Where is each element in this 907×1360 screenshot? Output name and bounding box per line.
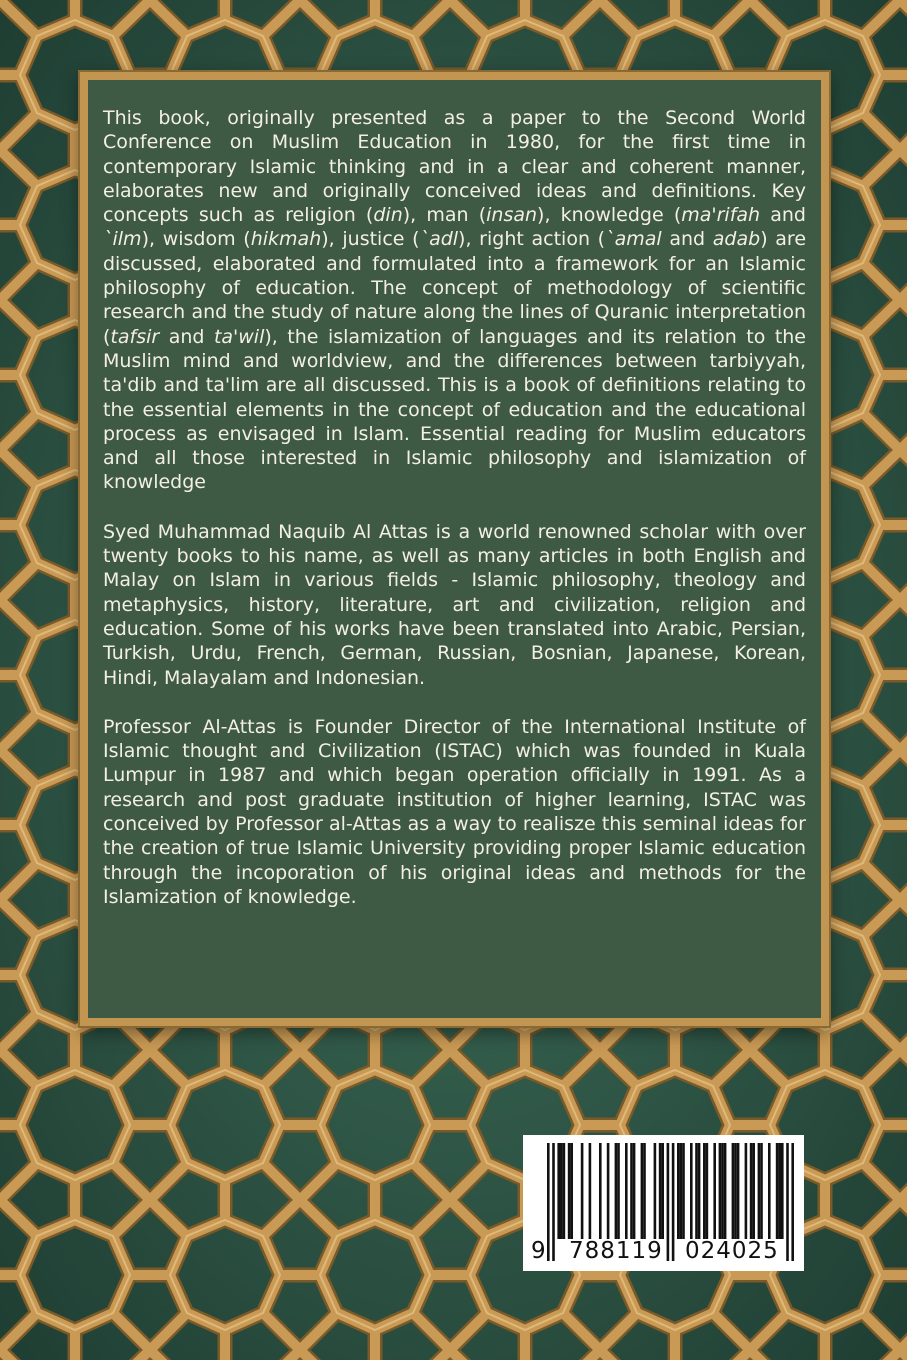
barcode-bar: [713, 1143, 716, 1239]
barcode-bar: [791, 1143, 794, 1261]
barcode-first-digit: 9: [531, 1238, 547, 1264]
description-segment: ), right action (: [458, 228, 606, 251]
barcode-bar: [690, 1143, 693, 1239]
barcode-bar: [625, 1143, 628, 1239]
barcode-bar: [706, 1143, 709, 1239]
barcode-right-digits: 024025: [685, 1238, 779, 1264]
book-description-paragraph: [103, 106, 806, 495]
barcode-bar: [599, 1143, 602, 1239]
italic-term: insan: [486, 204, 538, 227]
barcode-bar: [752, 1143, 755, 1239]
barcode-bar: [760, 1143, 763, 1239]
blurb-text: [103, 106, 806, 934]
description-segment: ) are discussed, elaborated and formulated into a framework for an Islamic philosophy of education. The concept of methodology of scientific research and the study of nature along the lines of Quranic interpretation (: [103, 228, 807, 348]
barcode-bar: [557, 1143, 560, 1239]
barcode-bar: [677, 1143, 680, 1239]
barcode-bar: [672, 1143, 675, 1261]
barcode-bar: [781, 1143, 784, 1239]
barcode-bar: [719, 1143, 722, 1239]
barcode-bar: [732, 1143, 735, 1239]
italic-term: ma'rifah: [681, 204, 761, 227]
barcode-bar: [698, 1143, 701, 1239]
barcode-bar: [659, 1143, 662, 1239]
barcode-bar: [703, 1143, 706, 1239]
description-segment: ), wisdom (: [141, 228, 251, 251]
barcode-bar: [615, 1143, 618, 1239]
barcode-bar: [768, 1143, 771, 1239]
description-segment: and: [159, 325, 214, 348]
barcode-bar: [654, 1143, 657, 1239]
italic-term: din: [373, 204, 403, 227]
barcode-bar: [643, 1143, 646, 1239]
barcode-bar: [568, 1143, 571, 1239]
barcode-bar: [737, 1143, 740, 1239]
barcode-bar: [552, 1143, 555, 1261]
italic-term: adab: [712, 228, 761, 251]
italic-term: ta'wil: [213, 325, 265, 348]
barcode-bar: [633, 1143, 636, 1239]
barcode-bar: [758, 1143, 761, 1239]
barcode-bar: [734, 1143, 737, 1239]
barcode-bar: [617, 1143, 620, 1239]
barcode-bar: [680, 1143, 683, 1239]
barcode-bar: [667, 1143, 670, 1261]
barcode-bar: [547, 1143, 550, 1261]
barcode-left-digits: 788119: [569, 1238, 663, 1264]
italic-term: `ilm: [103, 228, 142, 251]
italic-term: hikmah: [250, 228, 322, 251]
barcode-bar: [630, 1143, 633, 1239]
author-bio-paragraph: Syed Muhammad Naquib Al Attas is a world renowned scholar with over twenty books to his name, as well as many articles in both English and Malay on Islam in various fields - Islamic philosophy, theology and metaphysics, history, literature, art and civilization, religion and education. Some of his works have been translated into Arabic, Persian, Turkish, Urdu, French, German, Russian, Bosnian, Japanese, Korean, Hindi, Malayalam and Indonesian.: [103, 520, 806, 689]
barcode-bar: [745, 1143, 748, 1239]
barcode-bar: [570, 1143, 573, 1239]
isbn-barcode: [523, 1135, 804, 1271]
italic-term: tafsir: [110, 325, 160, 348]
description-segment: and: [661, 228, 713, 251]
barcode-bar: [661, 1143, 664, 1239]
barcode-bar: [581, 1143, 584, 1239]
barcode-bar: [641, 1143, 644, 1239]
barcode-bar: [778, 1143, 781, 1239]
italic-term: `amal: [605, 228, 662, 251]
blurb-panel: [80, 72, 829, 1026]
description-segment: ), the islamization of languages and its relation to the Muslim mind and worldview, and the differences between tarbiyyah, ta'dib and ta'lim are all discussed. This is a book of definitions relating to the essential elements in the concept of education and the educational process as envisaged in Islam. Essential reading for Muslim educators and all those interested in Islamic philosophy and islamization of knowledge: [103, 325, 806, 494]
description-segment: ), knowledge (: [537, 204, 682, 227]
description-segment: This book, originally presented as a paper to the Second World Conference on Muslim Education in 1980, for the first time in contemporary Islamic thinking and in a clear and coherent manner, elaborates new and originally conceived ideas and definitions. Key concepts such as religion (: [103, 107, 806, 227]
italic-term: `adl: [419, 228, 459, 251]
barcode-bar: [563, 1143, 566, 1239]
barcode-bar: [750, 1143, 753, 1239]
barcode-bar: [776, 1143, 779, 1239]
barcode-bar: [589, 1143, 592, 1239]
barcode-bar: [560, 1143, 563, 1239]
barcode-bar: [721, 1143, 724, 1239]
description-segment: and: [760, 204, 806, 227]
description-segment: ), man (: [402, 204, 487, 227]
barcode-bar: [607, 1143, 610, 1239]
description-segment: ), justice (: [321, 228, 420, 251]
barcode-bar: [724, 1143, 727, 1239]
barcode-bar: [786, 1143, 789, 1261]
barcode-bar: [695, 1143, 698, 1239]
istac-paragraph: Professor Al-Attas is Founder Director of the International Institute of Islamic thought and Civilization (ISTAC) which was founded in Kuala Lumpur in 1987 and which began operation officially in 1991. As a research and post graduate institution of higher learning, ISTAC was conceived by Professor al-Attas as a way to realisze this seminal ideas for the creation of true Islamic University providing proper Islamic education through the incoporation of his original ideas and methods for the Islamization of knowledge.: [103, 715, 806, 908]
barcode-bar: [682, 1143, 685, 1239]
